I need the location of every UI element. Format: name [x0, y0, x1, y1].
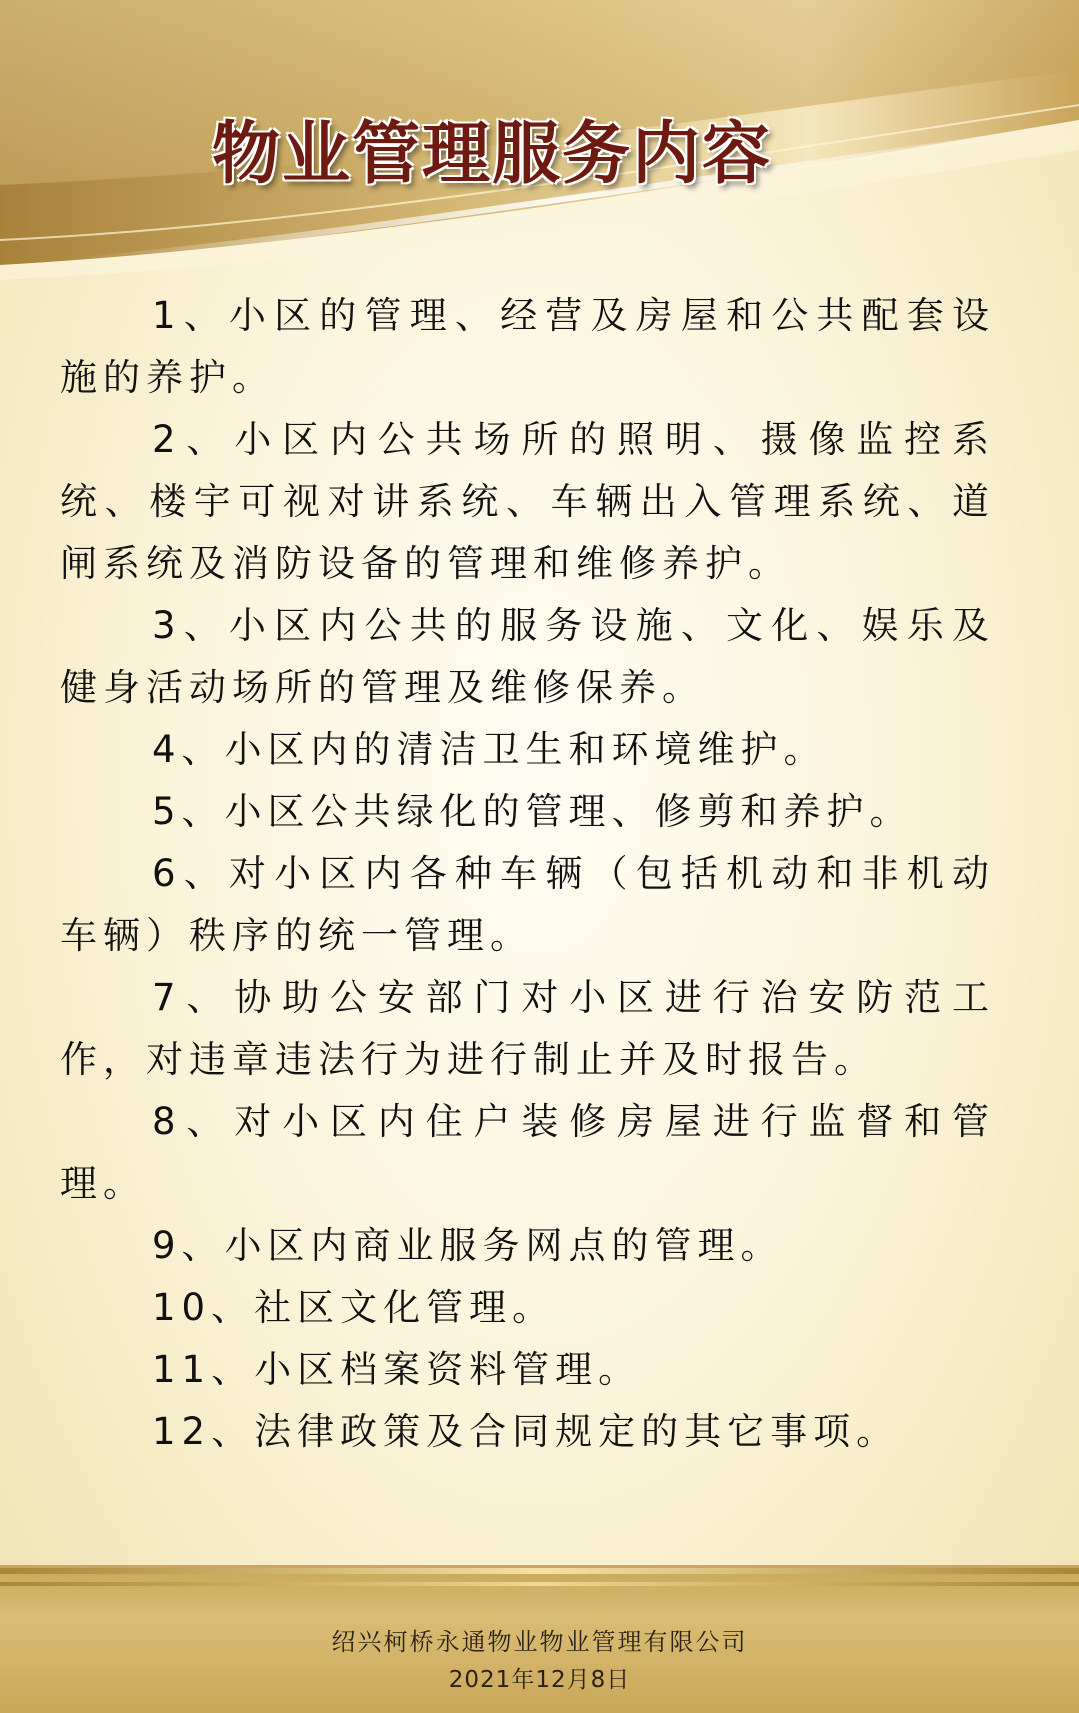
service-list — [60, 285, 995, 1463]
list-item: 12、法律政策及合同规定的其它事项。 — [152, 1410, 900, 1453]
company-name: 绍兴柯桥永通物业物业管理有限公司 — [331, 1628, 748, 1656]
list-item: 5、小区公共绿化的管理、修剪和养护。 — [152, 790, 913, 833]
list-item: 2、小区内公共场所的照明、摄像监控系统、楼宇可视对讲系统、车辆出入管理系统、道闸系统及消防设备的管理和维修养护。 — [60, 418, 995, 585]
list-item: 8、对小区内住户装修房屋进行监督和管理。 — [60, 1100, 995, 1205]
issue-date: 2021年12月8日 — [448, 1667, 631, 1693]
list-item: 9、小区内商业服务网点的管理。 — [152, 1224, 784, 1267]
list-item: 6、对小区内各种车辆（包括机动和非机动车辆）秩序的统一管理。 — [60, 852, 995, 957]
list-item: 1、小区的管理、经营及房屋和公共配套设施的养护。 — [60, 294, 995, 399]
footer-divider-top — [0, 1568, 1079, 1574]
page-title: 物业管理服务内容 — [212, 115, 773, 194]
list-item: 7、协助公安部门对小区进行治安防范工作，对违章违法行为进行制止并及时报告。 — [60, 976, 995, 1081]
list-item: 11、小区档案资料管理。 — [152, 1348, 642, 1391]
list-item: 4、小区内的清洁卫生和环境维护。 — [152, 728, 827, 771]
footer-divider-bottom — [0, 1582, 1079, 1586]
list-item: 3、小区内公共的服务设施、文化、娱乐及健身活动场所的管理及维修保养。 — [60, 604, 995, 709]
list-item: 10、社区文化管理。 — [152, 1286, 556, 1329]
